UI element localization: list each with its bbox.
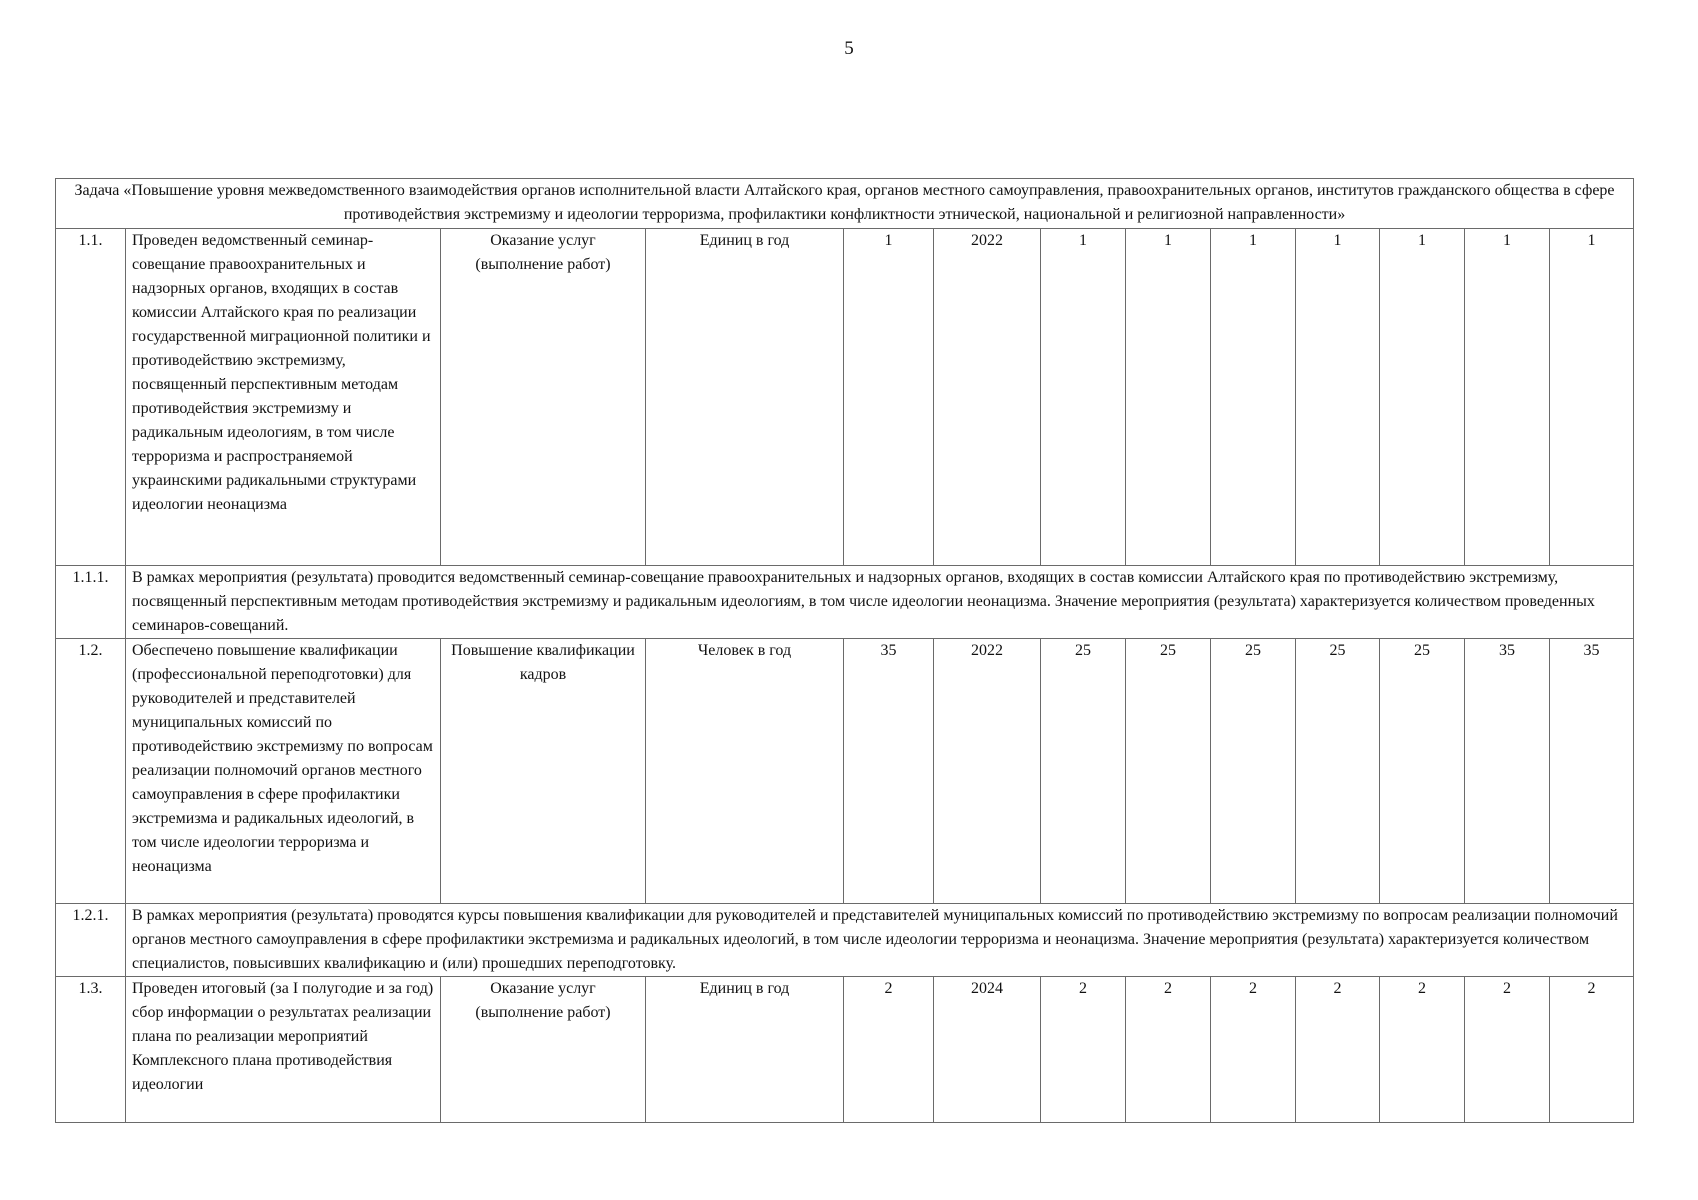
task-heading: Задача «Повышение уровня межведомственного взаимодействия органов исполнительной власти Алтайского края, органов местного самоуправления, правоохранительных органов, институтов гражданского общества в сфере противодействия экстремизму и идеологии терроризма, профилактики конфликтности этнической, национальной и религиозной направленности» xyxy=(56,179,1634,229)
year-value: 1 xyxy=(1211,229,1296,566)
unit-of-measure: Единиц в год xyxy=(646,229,844,566)
year-value: 2 xyxy=(1550,977,1634,1123)
year-value: 25 xyxy=(1041,639,1126,904)
year-value: 1 xyxy=(1296,229,1380,566)
year-value: 35 xyxy=(1550,639,1634,904)
result-type: Оказание услуг (выполнение работ) xyxy=(441,229,646,566)
year-value: 1 xyxy=(1550,229,1634,566)
result-name: Проведен итоговый (за I полугодие и за год) сбор информации о результатах реализации плана по реализации мероприятий Комплексного плана противодействия идеологии xyxy=(126,977,441,1123)
table-row xyxy=(56,639,1634,904)
base-year: 2022 xyxy=(934,229,1041,566)
year-value: 25 xyxy=(1380,639,1465,904)
year-value: 25 xyxy=(1296,639,1380,904)
page-number: 5 xyxy=(844,38,854,59)
unit-of-measure: Единиц в год xyxy=(646,977,844,1123)
year-value: 2 xyxy=(1465,977,1550,1123)
year-value: 25 xyxy=(1211,639,1296,904)
task-row xyxy=(56,179,1634,229)
year-value: 25 xyxy=(1126,639,1211,904)
year-value: 2 xyxy=(1211,977,1296,1123)
result-name: Проведен ведомственный семинар-совещание правоохранительных и надзорных органов, входящих в состав комиссии Алтайского края по реализации государственной миграционной политики и противодействию экстремизму, посвященный перспективным методам противодействия экстремизму и радикальным идеологиям, в том числе терроризма и распространяемой украинскими радикальными структурами идеологии неонацизма xyxy=(126,229,441,566)
unit-of-measure: Человек в год xyxy=(646,639,844,904)
description-number: 1.2.1. xyxy=(56,904,126,977)
row-number: 1.2. xyxy=(56,639,126,904)
result-type: Оказание услуг (выполнение работ) xyxy=(441,977,646,1123)
row-number: 1.1. xyxy=(56,229,126,566)
year-value: 2 xyxy=(1041,977,1126,1123)
description-row xyxy=(56,566,1634,639)
description-text: В рамках мероприятия (результата) проводятся курсы повышения квалификации для руководителей и представителей муниципальных комиссий по противодействию экстремизму по вопросам реализации полномочий органов местного самоуправления в сфере профилактики экстремизма и радикальных идеологий, в том числе идеологии терроризма и неонацизма. Значение мероприятия (результата) характеризуется количеством специалистов, повысивших квалификацию и (или) прошедших переподготовку. xyxy=(126,904,1634,977)
year-value: 1 xyxy=(1126,229,1211,566)
year-value: 2 xyxy=(1296,977,1380,1123)
base-value: 1 xyxy=(844,229,934,566)
row-number: 1.3. xyxy=(56,977,126,1123)
table-row xyxy=(56,229,1634,566)
result-type: Повышение квалификации кадров xyxy=(441,639,646,904)
base-value: 2 xyxy=(844,977,934,1123)
year-value: 1 xyxy=(1465,229,1550,566)
description-row xyxy=(56,904,1634,977)
year-value: 35 xyxy=(1465,639,1550,904)
base-year: 2022 xyxy=(934,639,1041,904)
year-value: 1 xyxy=(1041,229,1126,566)
results-table xyxy=(55,178,1634,1123)
result-name: Обеспечено повышение квалификации (профессиональной переподготовки) для руководителей и представителей муниципальных комиссий по противодействию экстремизму по вопросам реализации полномочий органов местного самоуправления в сфере профилактики экстремизма и радикальных идеологий, в том числе идеологии терроризма и неонацизма xyxy=(126,639,441,904)
year-value: 1 xyxy=(1380,229,1465,566)
table-row xyxy=(56,977,1634,1123)
year-value: 2 xyxy=(1126,977,1211,1123)
base-year: 2024 xyxy=(934,977,1041,1123)
description-number: 1.1.1. xyxy=(56,566,126,639)
description-text: В рамках мероприятия (результата) проводится ведомственный семинар-совещание правоохранительных и надзорных органов, входящих в состав комиссии Алтайского края по противодействию экстремизму, посвященный перспективным методам противодействия экстремизму и радикальным идеологиям, в том числе идеологии неонацизма. Значение мероприятия (результата) характеризуется количеством проведенных семинаров-совещаний. xyxy=(126,566,1634,639)
year-value: 2 xyxy=(1380,977,1465,1123)
base-value: 35 xyxy=(844,639,934,904)
